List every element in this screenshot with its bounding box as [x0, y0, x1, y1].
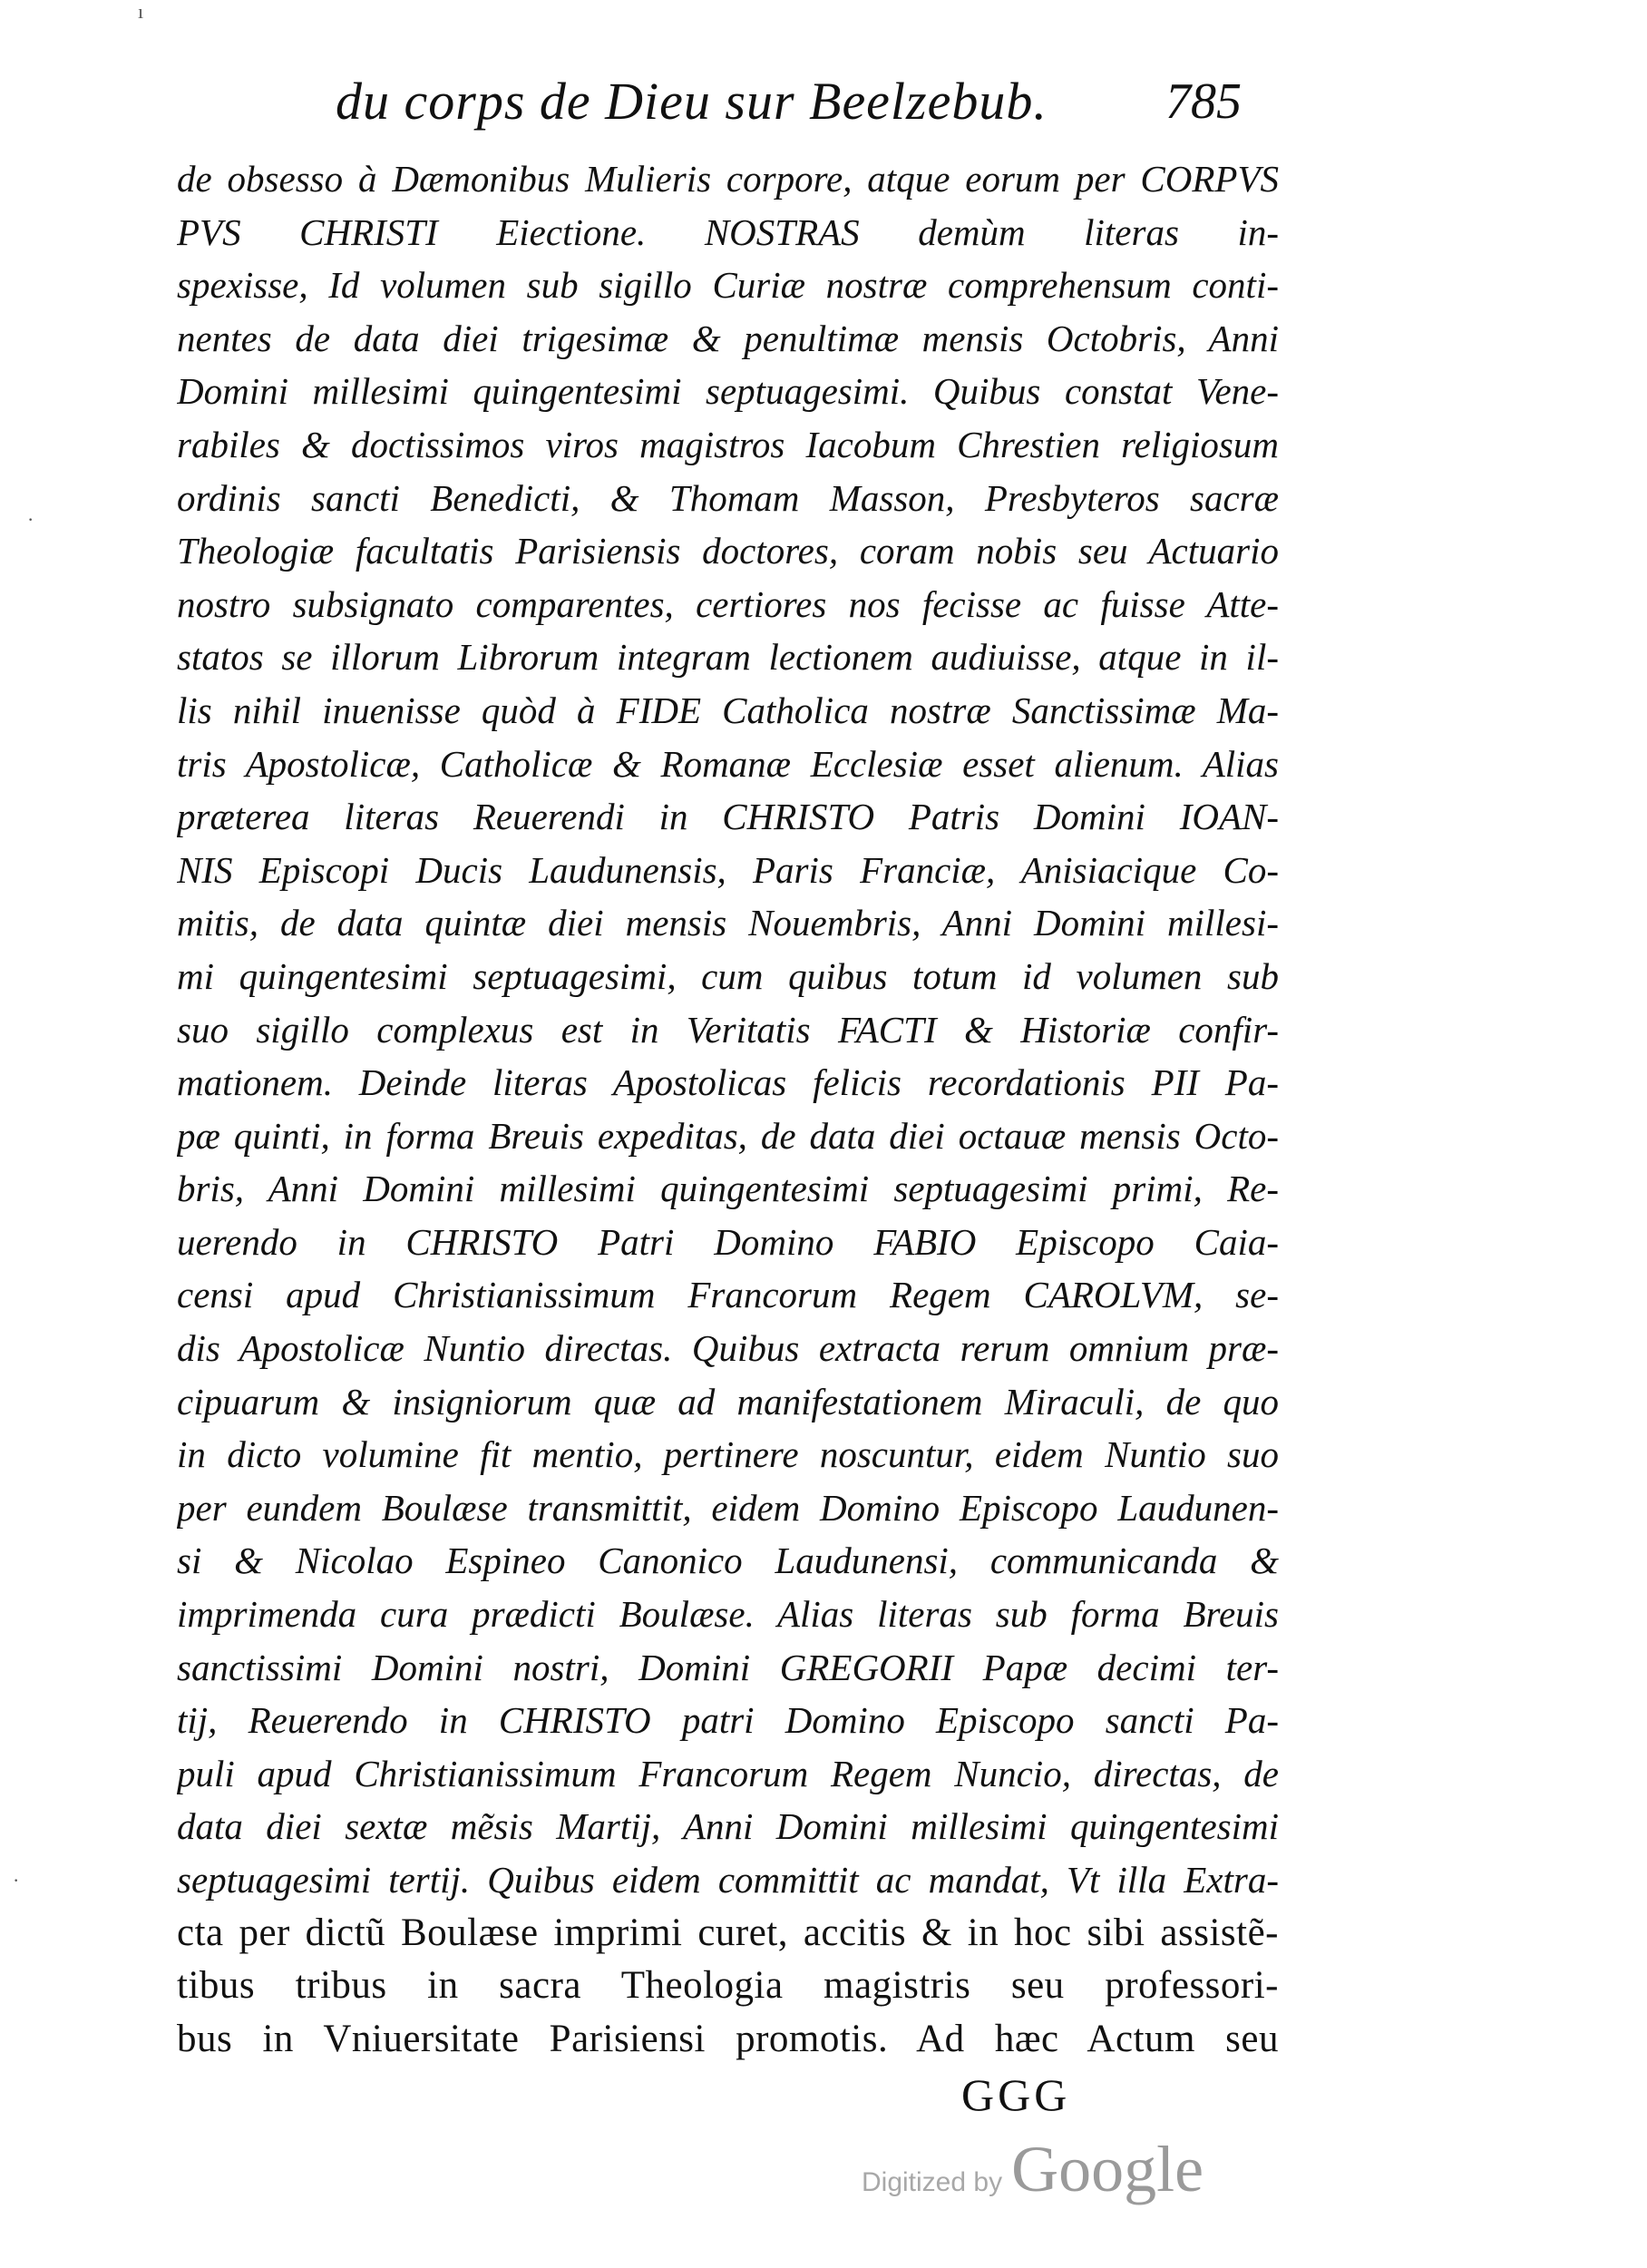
signature-mark: GGG: [961, 2069, 1071, 2120]
text-line: cipuarum & insigniorum quæ ad manifestationem Miraculi, de quo: [177, 1380, 1279, 1422]
text-line: cta per dictũ Boulæse imprimi curet, accitis & in hoc sibi assistẽ-: [177, 1911, 1279, 1954]
margin-speck: ·: [13, 1869, 20, 1892]
text-line: dis Apostolicæ Nuntio directas. Quibus extracta rerum omnium præ-: [177, 1327, 1279, 1370]
text-line: uerendo in CHRISTO Patri Domino FABIO Episcopo Caia-: [177, 1220, 1279, 1263]
text-line: statos se illorum Librorum integram lectionem audiuisse, atque in il-: [177, 636, 1279, 679]
body-text: [177, 152, 1279, 2066]
text-line: ordinis sancti Benedicti, & Thomam Masson, Presbyteros sacræ: [177, 476, 1279, 519]
google-logo: Google: [1011, 2133, 1204, 2205]
text-line: de obsesso à Dæmonibus Mulieris corpore, atque eorum per CORPVS: [177, 158, 1279, 200]
text-line: si & Nicolao Espineo Canonico Laudunensi, communicanda &: [177, 1540, 1279, 1582]
text-line: tij, Reuerendo in CHRISTO patri Domino Episcopo sancti Pa-: [177, 1699, 1279, 1742]
page-header: [299, 71, 1297, 152]
margin-speck: ·: [27, 508, 34, 531]
text-line: tibus tribus in sacra Theologia magistris seu professori-: [177, 1964, 1279, 2008]
text-line: pæ quinti, in forma Breuis expeditas, de data diei octauæ mensis Octo-: [177, 1114, 1279, 1157]
text-line: censi apud Christianissimum Francorum Regem CAROLVM, se-: [177, 1274, 1279, 1316]
text-line: per eundem Boulæse transmittit, eidem Domino Episcopo Laudunen-: [177, 1486, 1279, 1529]
text-line: nostro subsignato comparentes, certiores nos fecisse ac fuisse Atte-: [177, 582, 1279, 625]
text-line: sanctissimi Domini nostri, Domini GREGORII Papæ decimi ter-: [177, 1646, 1279, 1688]
text-line: lis nihil inuenisse quòd à FIDE Catholica nostræ Sanctissimæ Ma-: [177, 689, 1279, 731]
text-line: NIS Episcopi Ducis Laudunensis, Paris Franciæ, Anisiacique Co-: [177, 848, 1279, 891]
text-line: spexisse, Id volumen sub sigillo Curiæ nostræ comprehensum conti-: [177, 264, 1279, 307]
text-line: Domini millesimi quingentesimi septuagesimi. Quibus constat Vene-: [177, 370, 1279, 413]
text-line: puli apud Christianissimum Francorum Regem Nuncio, directas, de: [177, 1752, 1279, 1794]
page-number: 785: [1165, 73, 1242, 130]
text-line: Theologiæ facultatis Parisiensis doctores, coram nobis seu Actuario: [177, 530, 1279, 572]
text-line: rabiles & doctissimos viros magistros Iacobum Chrestien religiosum: [177, 423, 1279, 465]
text-line: bris, Anni Domini millesimi quingentesimi septuagesimi primi, Re-: [177, 1168, 1279, 1210]
text-line: tris Apostolicæ, Catholicæ & Romanæ Ecclesiæ esset alienum. Alias: [177, 742, 1279, 785]
text-line: præterea literas Reuerendi in CHRISTO Patris Domini IOAN-: [177, 796, 1279, 838]
text-line: PVS CHRISTI Eiectione. NOSTRAS demùm literas in-: [177, 210, 1279, 253]
text-line: mi quingentesimi septuagesimi, cum quibus totum id volumen sub: [177, 954, 1279, 997]
text-line: mationem. Deinde literas Apostolicas felicis recordationis PII Pa-: [177, 1061, 1279, 1104]
text-line: in dicto volumine fit mentio, pertinere noscuntur, eidem Nuntio suo: [177, 1433, 1279, 1476]
text-line: data diei sextæ mẽsis Martij, Anni Domini millesimi quingentesimi: [177, 1805, 1279, 1848]
text-line: bus in Vniuersitate Parisiensi promotis. Ad hæc Actum seu: [177, 2017, 1279, 2060]
google-watermark: [862, 2132, 1204, 2204]
text-line: septuagesimi tertij. Quibus eidem committit ac mandat, Vt illa Extra-: [177, 1859, 1279, 1901]
text-line: suo sigillo complexus est in Veritatis FACTI & Historiæ confir-: [177, 1008, 1279, 1051]
text-line: mitis, de data quintæ diei mensis Nouembris, Anni Domini millesi-: [177, 902, 1279, 944]
text-line: imprimenda cura prædicti Boulæse. Alias literas sub forma Breuis: [177, 1593, 1279, 1636]
running-title: du corps de Dieu sur Beelzebub.: [336, 72, 1048, 131]
digitized-by-label: Digitized by: [862, 2167, 1003, 2197]
margin-speck: ı: [138, 0, 144, 23]
text-line: nentes de data diei trigesimæ & penultimæ mensis Octobris, Anni: [177, 317, 1279, 359]
